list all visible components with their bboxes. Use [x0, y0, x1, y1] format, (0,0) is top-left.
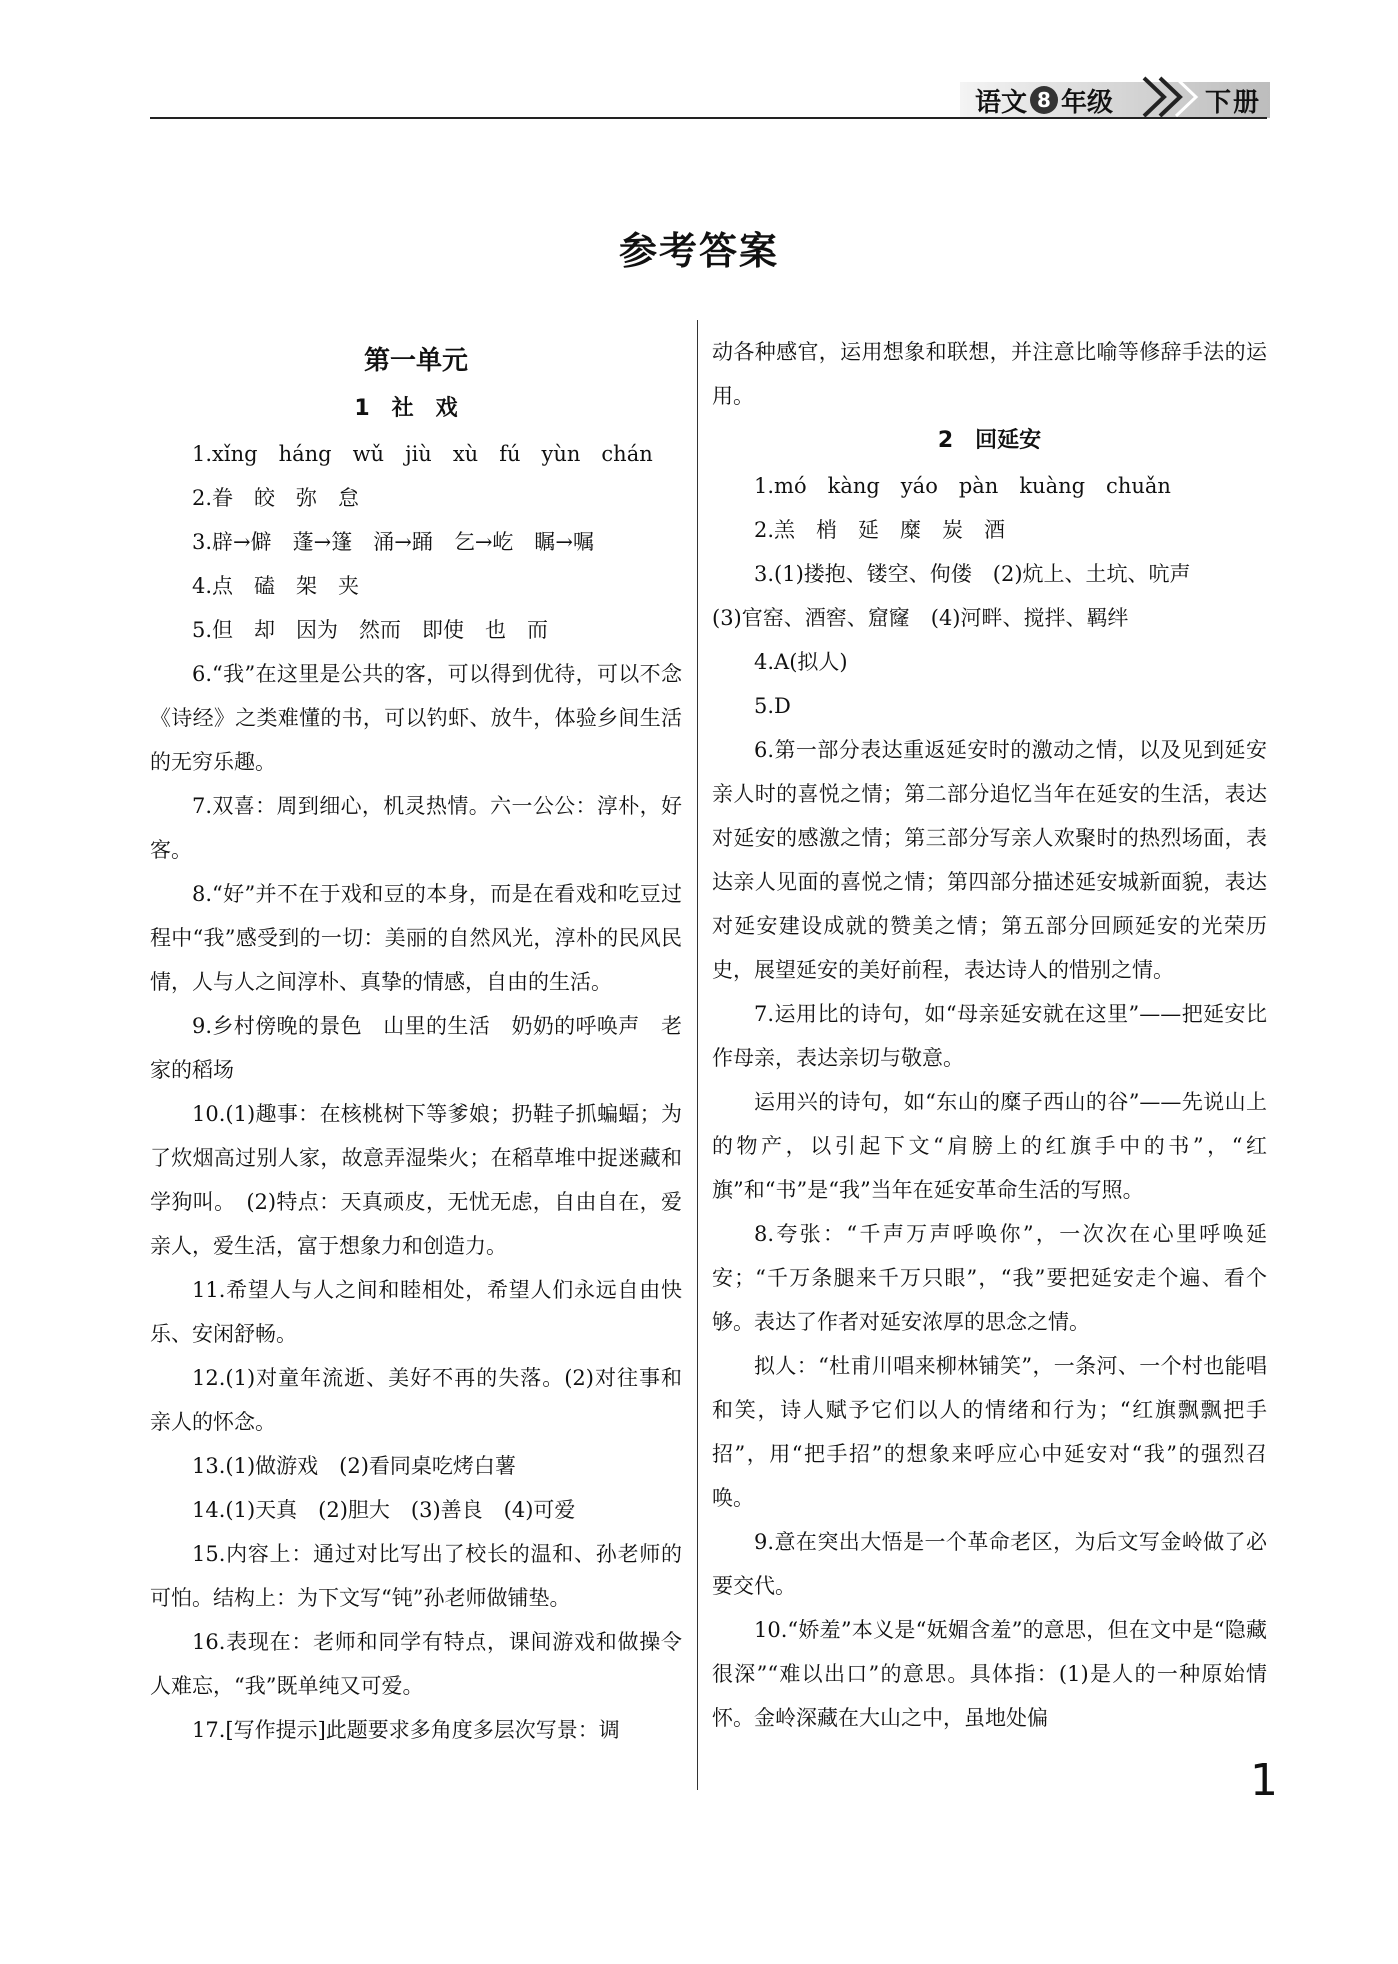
- section-title: 2 回延安: [937, 428, 1042, 453]
- answer-paragraph: 17.[写作提示]此题要求多角度多层次写景：调: [192, 1718, 620, 1742]
- column-divider: [697, 320, 698, 1790]
- header-volume: 下册: [1205, 87, 1262, 118]
- answer-paragraph: 15.内容上：通过对比写出了校长的温和、孙老师的可怕。结构上：为下文写“钝”孙老师做铺垫。: [150, 1542, 682, 1610]
- answer-paragraph: 6.“我”在这里是公共的客，可以得到优待，可以不念《诗经》之类难懂的书，可以钓虾、放牛，体验乡间生活的无穷乐趣。: [150, 662, 682, 774]
- header-grade-suffix: 年级: [1061, 87, 1114, 118]
- answer-paragraph: 5.D: [754, 694, 791, 718]
- answer-paragraph: 2.眷 皎 弥 怠: [192, 486, 360, 510]
- answer-paragraph: 4.A(拟人): [754, 650, 848, 674]
- page-title: 参考答案: [618, 229, 779, 273]
- answer-paragraph: 5.但 却 因为 然而 即使 也 而: [192, 618, 549, 642]
- continued-paragraph: 动各种感官，运用想象和联想，并注意比喻等修辞手法的运用。: [712, 340, 1267, 408]
- section-title: 1 社 戏: [354, 396, 458, 421]
- answer-paragraph: 2.羔 梢 延 糜 炭 酒: [754, 518, 1006, 542]
- answer-paragraph: (3)官窑、酒窖、窟窿 (4)河畔、搅拌、羁绊: [712, 606, 1129, 630]
- answer-paragraph: 13.(1)做游戏 (2)看同桌吃烤白薯: [192, 1454, 516, 1478]
- answer-paragraph: 3.(1)搂抱、镂空、佝偻 (2)炕上、土坑、吭声: [754, 562, 1191, 586]
- answer-paragraph: 7.运用比的诗句，如“母亲延安就在这里”——把延安比作母亲，表达亲切与敬意。: [712, 1002, 1267, 1070]
- header-subject-grade: [975, 82, 1113, 118]
- answer-paragraph: 1.xǐng háng wǔ jiù xù fú yùn chán: [192, 442, 653, 466]
- answer-paragraph: 10.“娇羞”本义是“妩媚含羞”的意思，但在文中是“隐藏很深”“难以出口”的意思。具体指：(1)是人的一种原始情怀。金岭深藏在大山之中，虽地处偏: [712, 1618, 1267, 1730]
- left-column: [150, 330, 682, 1752]
- answer-paragraph: 12.(1)对童年流逝、美好不再的失落。(2)对往事和亲人的怀念。: [150, 1366, 682, 1434]
- answer-paragraph: 7.双喜：周到细心，机灵热情。六一公公：淳朴，好客。: [150, 794, 682, 862]
- page-number: 1: [1250, 1755, 1278, 1806]
- header-subject: 语文: [975, 87, 1028, 118]
- double-chevron-icon: [1140, 72, 1200, 122]
- answer-paragraph: 10.(1)趣事：在核桃树下等爹娘；扔鞋子抓蝙蝠；为了炊烟高过别人家，故意弄湿柴火；在稻草堆中捉迷藏和学狗叫。 (2)特点：天真顽皮，无忧无虑，自由自在，爱亲人，爱生活，富于想象力和创造力。: [150, 1102, 682, 1258]
- answer-paragraph: 16.表现在：老师和同学有特点，课间游戏和做操令人难忘，“我”既单纯又可爱。: [150, 1630, 682, 1698]
- answer-paragraph: 8.夸张：“千声万声呼唤你”，一次次在心里呼唤延安；“千万条腿来千万只眼”，“我”要把延安走个遍、看个够。表达了作者对延安浓厚的思念之情。: [712, 1222, 1267, 1334]
- grade-number-badge: 8: [1030, 86, 1058, 114]
- answer-paragraph: 14.(1)天真 (2)胆大 (3)善良 (4)可爱: [192, 1498, 576, 1522]
- answer-paragraph: 1.mó kàng yáo pàn kuàng chuǎn: [754, 474, 1171, 498]
- unit-title: 第一单元: [363, 346, 468, 376]
- answer-paragraph: 拟人：“杜甫川唱来柳林铺笑”，一条河、一个村也能唱和笑，诗人赋予它们以人的情绪和行为；“红旗飘飘把手招”，用“把手招”的想象来呼应心中延安对“我”的强烈召唤。: [712, 1354, 1267, 1510]
- answer-paragraph: 3.辟→僻 蓬→篷 涌→踊 乞→屹 瞩→嘱: [192, 530, 595, 554]
- answer-paragraph: 4.点 磕 架 夹: [192, 574, 360, 598]
- answer-paragraph: 11.希望人与人之间和睦相处，希望人们永远自由快乐、安闲舒畅。: [150, 1278, 682, 1346]
- header-rule: [150, 117, 1267, 119]
- answer-paragraph: 9.乡村傍晚的景色 山里的生活 奶奶的呼唤声 老家的稻场: [150, 1014, 682, 1082]
- answer-paragraph: 9.意在突出大悟是一个革命老区，为后文写金岭做了必要交代。: [712, 1530, 1267, 1598]
- answer-paragraph: 运用兴的诗句，如“东山的糜子西山的谷”——先说山上的物产，以引起下文“肩膀上的红旗手中的书”，“红旗”和“书”是“我”当年在延安革命生活的写照。: [712, 1090, 1267, 1202]
- right-column: [712, 330, 1267, 1740]
- answer-paragraph: 6.第一部分表达重返延安时的激动之情，以及见到延安亲人时的喜悦之情；第二部分追忆当年在延安的生活，表达对延安的感激之情；第三部分写亲人欢聚时的热烈场面，表达亲人见面的喜悦之情；第四部分描述延安城新面貌，表达对延安建设成就的赞美之情；第五部分回顾延安的光荣历史，展望延安的美好前程，表达诗人的惜别之情。: [712, 738, 1267, 982]
- answer-paragraph: 8.“好”并不在于戏和豆的本身，而是在看戏和吃豆过程中“我”感受到的一切：美丽的自然风光，淳朴的民风民情，人与人之间淳朴、真挚的情感，自由的生活。: [150, 882, 682, 994]
